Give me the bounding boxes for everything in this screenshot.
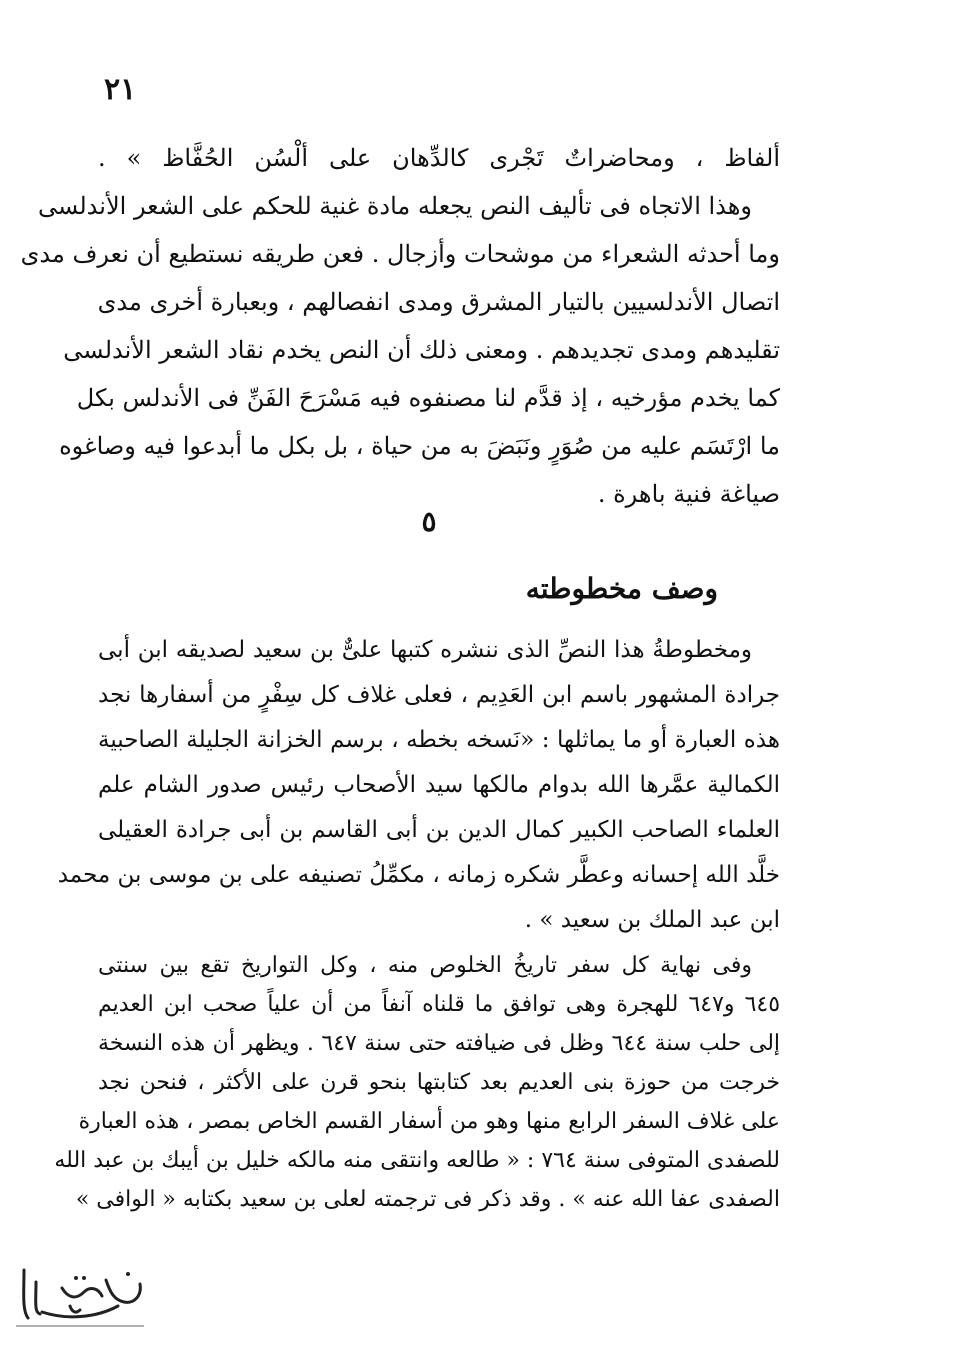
text-line: إلى حلب سنة ٦٤٤ وظل فى ضيافته حتى سنة ٦٤٧ . ويظهر أن هذه النسخة (98, 1031, 781, 1056)
page-number: ٢١ (104, 72, 137, 107)
text-line: الكمالية عمَّرها الله بدوام مالكها سيد الأصحاب رئيس صدور الشام علم (98, 772, 780, 798)
text-line: ومخطوطةُ هذا النصِّ الذى ننشره كتبها علىٌّ بن سعيد لصديقه ابن أبى (98, 637, 752, 663)
text-line: ابن عبد الملك بن سعيد » . (524, 907, 780, 933)
text-line: صياغة فنية باهرة . (597, 480, 780, 508)
text-line: خرجت من حوزة بنى العديم بعد كتابتها بنحو قرن على الأكثر ، فنحن نجد (98, 1070, 780, 1095)
paragraph-dates (54, 946, 781, 1219)
text-line: وفى نهاية كل سفر تاريخُ الخلوص منه ، وكل التواريخ تقع بين سنتى (98, 953, 752, 978)
text-line: العلماء الصاحب الكبير كمال الدين بن أبى القاسم بن أبى جرادة العقيلى (98, 817, 780, 843)
text-line: ٦٤٥ و٦٤٧ للهجرة وهى توافق ما قلناه آنفاً من أن علياً صحب ابن العديم (98, 992, 781, 1017)
text-line: اتصال الأندلسيين بالتيار المشرق ومدى انفصالهم ، وبعبارة أخرى مدى (97, 288, 780, 316)
paragraph-intro (20, 134, 780, 518)
text-line: كما يخدم مؤرخيه ، إذ قدَّم لنا مصنفوه فيه مَسْرَحَ الفَنِّ فى الأندلس بكل (76, 384, 780, 412)
paragraph-manuscript (57, 628, 780, 943)
text-line: وما أحدثه الشعراء من موشحات وأزجال . فعن طريقه نستطيع أن نعرف مدى (20, 240, 780, 268)
text-line: تقليدهم ومدى تجديدهم . ومعنى ذلك أن النص يخدم نقاد الشعر الأندلسى (63, 336, 780, 364)
text-line: للصفدى المتوفى سنة ٧٦٤ : « طالعه وانتقى منه مالكه خليل بن أيبك بن عبد الله (54, 1148, 780, 1173)
watermark-logo (6, 1262, 156, 1332)
text-line: خلَّد الله إحسانه وعطَّر شكره زمانه ، مكمِّلُ تصنيفه على بن موسى بن محمد (57, 862, 780, 888)
text-line: وهذا الاتجاه فى تأليف النص يجعله مادة غنية للحكم على الشعر الأندلسى (37, 192, 752, 220)
text-line: جرادة المشهور باسم ابن العَدِيم ، فعلى غلاف كل سِفْرٍ من أسفارها نجد (98, 682, 780, 708)
text-line: ما ارْتَسَم عليه من صُوَرٍ ونَبَضَ به من حياة ، بل بكل ما أبدعوا فيه وصاغوه (59, 432, 780, 460)
section-heading: وصف مخطوطته (525, 572, 718, 605)
text-line: الصفدى عفا الله عنه » . وقد ذكر فى ترجمته لعلى بن سعيد بكتابه « الوافى » (75, 1187, 780, 1212)
text-line: على غلاف السفر الرابع منها وهو من أسفار القسم الخاص بمصر ، هذه العبارة (78, 1109, 780, 1134)
text-line: هذه العبارة أو ما يماثلها : «نَسخه بخطه ، برسم الخزانة الجليلة الصاحبية (98, 727, 780, 753)
text-line: ألفاظ ، ومحاضراتٌ تَجْرى كالدِّهان على ألْسُن الحُفَّاظ » . (98, 144, 780, 172)
section-number: ٥ (421, 505, 437, 538)
